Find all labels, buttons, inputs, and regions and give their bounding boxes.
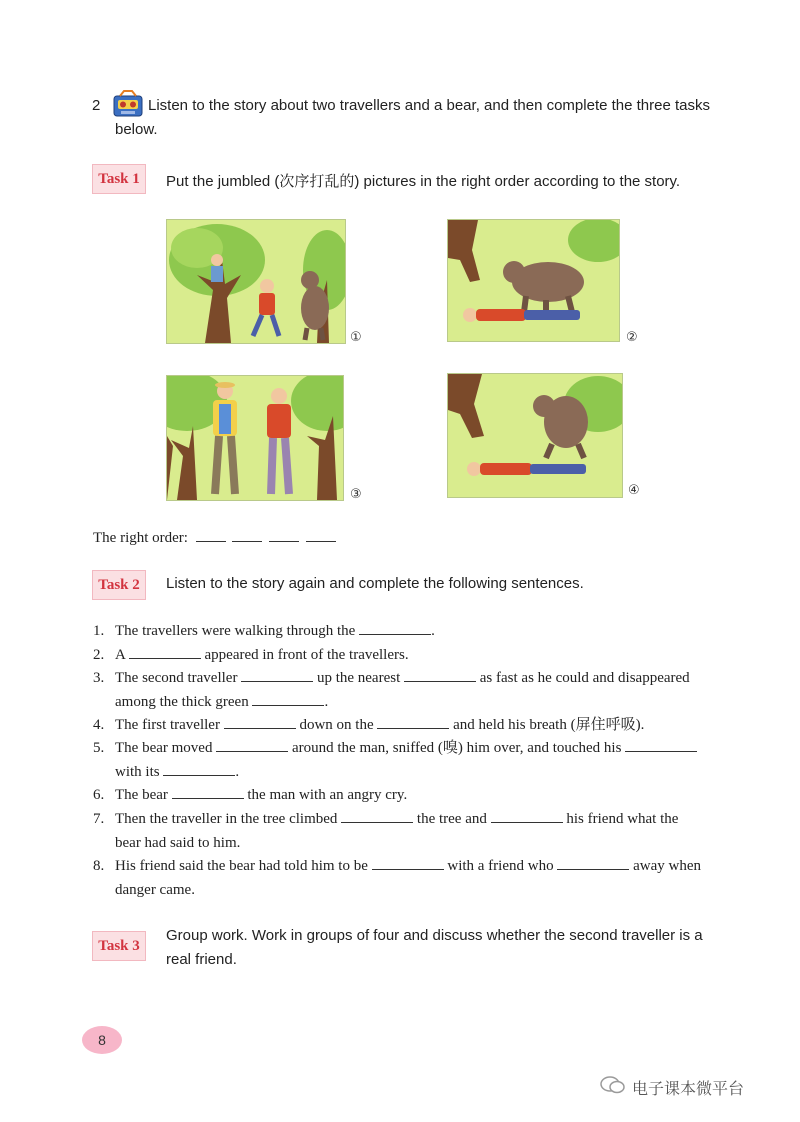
blank-8b[interactable]	[557, 856, 629, 870]
picture-1	[166, 219, 346, 344]
task3-line1: Group work. Work in groups of four and discuss whether the second traveller is a	[166, 927, 703, 944]
picture-4-marker: ④	[628, 483, 640, 498]
picture-3-marker: ③	[350, 487, 362, 502]
sentence-8: 8. His friend said the bear had told him to be with a friend who away when danger came.	[93, 858, 701, 898]
blank-7a[interactable]	[341, 809, 413, 823]
blank-3b[interactable]	[404, 668, 476, 682]
blank-4b[interactable]	[377, 715, 449, 729]
blank-3c[interactable]	[252, 692, 324, 706]
sentence-6: 6. The bear the man with an angry cry.	[93, 787, 408, 803]
blank-5a[interactable]	[216, 738, 288, 752]
watermark	[600, 1075, 744, 1100]
cassette-icon	[112, 90, 144, 120]
blank-1a[interactable]	[359, 621, 431, 635]
exercise-number: 2	[92, 97, 101, 114]
picture-3	[166, 375, 344, 501]
picture-2	[447, 219, 620, 342]
task3-line2: real friend.	[166, 951, 237, 968]
right-order-label: The right order:	[93, 530, 188, 546]
task1-label: Task 1	[92, 164, 146, 194]
task3-label: Task 3	[92, 931, 146, 961]
order-blank-4[interactable]	[306, 528, 336, 542]
picture-2-marker: ②	[626, 330, 638, 345]
blank-6a[interactable]	[172, 785, 244, 799]
sentence-7: 7. Then the traveller in the tree climbed the tree and his friend what the bear had said to him.	[93, 811, 679, 851]
page-number: 8	[82, 1026, 122, 1054]
watermark-text: 电子课本微平台	[632, 1079, 745, 1098]
exercise-instruction-line2: below.	[115, 121, 158, 138]
right-order-row	[93, 528, 336, 547]
sentence-1: 1. The travellers were walking through the .	[93, 623, 435, 639]
blank-8a[interactable]	[372, 856, 444, 870]
sentence-4: 4. The first traveller down on the and held his breath (屏住呼吸).	[93, 717, 645, 733]
chat-icon	[600, 1075, 626, 1100]
sentence-2: 2. A appeared in front of the travellers.	[93, 647, 409, 663]
blank-2a[interactable]	[129, 645, 201, 659]
blank-7b[interactable]	[491, 809, 563, 823]
order-blank-3[interactable]	[269, 528, 299, 542]
sentence-5: 5. The bear moved around the man, sniffed (嗅) him over, and touched his with its .	[93, 737, 713, 784]
picture-1-marker: ①	[350, 330, 362, 345]
blank-4a[interactable]	[224, 715, 296, 729]
exercise-instruction-line1: Listen to the story about two travellers and a bear, and then complete the three tasks	[148, 97, 711, 114]
picture-4	[447, 373, 623, 498]
blank-5b[interactable]	[625, 738, 697, 752]
task1-instruction: Put the jumbled (次序打乱的) pictures in the right order according to the story.	[166, 173, 681, 190]
task2-instruction: Listen to the story again and complete the following sentences.	[166, 575, 584, 592]
order-blank-2[interactable]	[232, 528, 262, 542]
blank-5c[interactable]	[163, 762, 235, 776]
sentence-3: 3. The second traveller up the nearest as fast as he could and disappeared among the thick green .	[93, 670, 690, 710]
task2-label: Task 2	[92, 570, 146, 600]
order-blank-1[interactable]	[196, 528, 226, 542]
blank-3a[interactable]	[241, 668, 313, 682]
